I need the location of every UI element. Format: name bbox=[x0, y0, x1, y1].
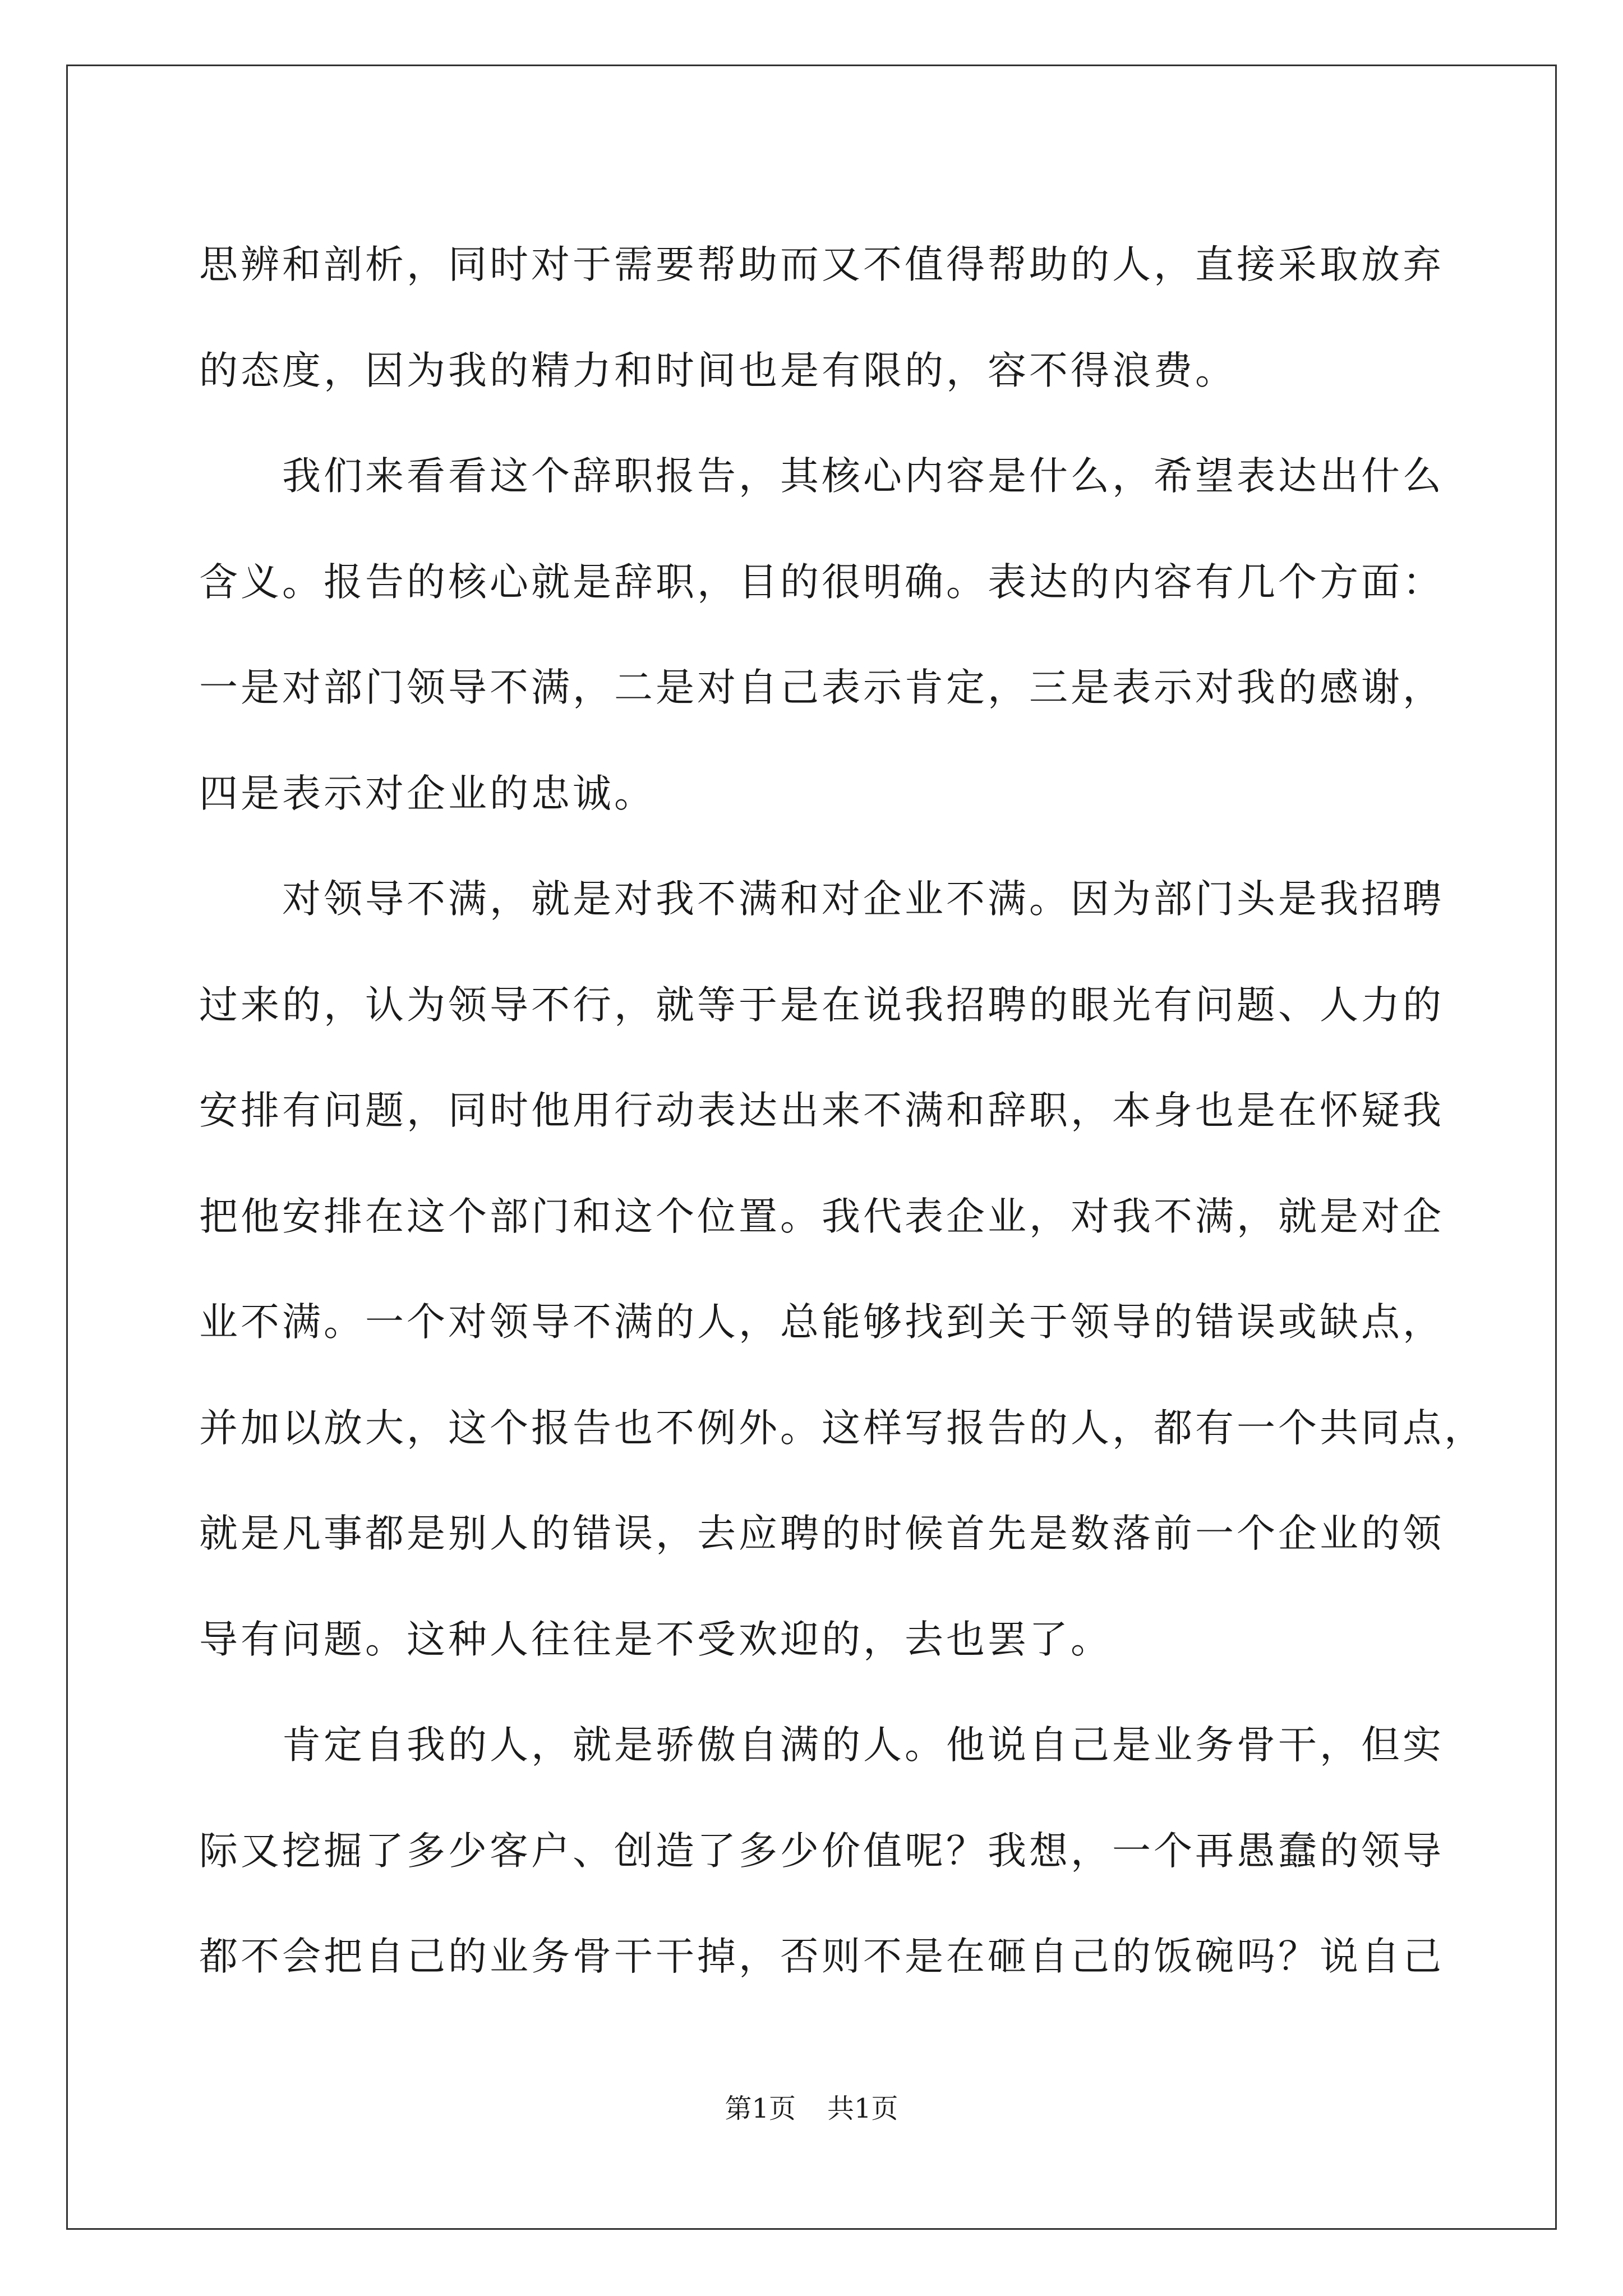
text-line: 的态度，因为我的精力和时间也是有限的，容不得浪费。 bbox=[199, 348, 1237, 393]
text-line: 一是对部门领导不满，二是对自己表示肯定，三是表示对我的感谢， bbox=[199, 665, 1444, 710]
text-line: 就是凡事都是别人的错误，去应聘的时候首先是数落前一个企业的领 bbox=[199, 1511, 1444, 1556]
text-line: 际又挖掘了多少客户、创造了多少价值呢？我想，一个再愚蠢的领导 bbox=[199, 1828, 1444, 1874]
paragraph-start-line: 肯定自我的人，就是骄傲自满的人。他说自己是业务骨干，但实 bbox=[282, 1723, 1444, 1768]
paragraph-start-line: 对领导不满，就是对我不满和对企业不满。因为部门头是我招聘 bbox=[282, 877, 1444, 922]
text-line: 把他安排在这个部门和这个位置。我代表企业，对我不满，就是对企 bbox=[199, 1194, 1444, 1239]
text-line: 都不会把自己的业务骨干干掉，否则不是在砸自己的饭碗吗？说自己 bbox=[199, 1934, 1444, 1979]
text-line: 含义。报告的核心就是辞职，目的很明确。表达的内容有几个方面： bbox=[199, 559, 1444, 605]
paragraph-start-line: 我们来看看这个辞职报告，其核心内容是什么，希望表达出什么 bbox=[282, 454, 1444, 499]
text-line: 安排有问题，同时他用行动表达出来不满和辞职，本身也是在怀疑我 bbox=[199, 1088, 1444, 1133]
text-line: 并加以放大，这个报告也不例外。这样写报告的人，都有一个共同点， bbox=[199, 1405, 1486, 1451]
document-body bbox=[199, 212, 1486, 2010]
page-number: 第1页 bbox=[725, 2093, 796, 2124]
page-footer bbox=[0, 2087, 1623, 2125]
text-line: 思辨和剖析，同时对于需要帮助而又不值得帮助的人，直接采取放弃 bbox=[199, 242, 1444, 287]
page-total: 共1页 bbox=[827, 2093, 898, 2124]
text-line: 四是表示对企业的忠诚。 bbox=[199, 771, 656, 816]
text-line: 过来的，认为领导不行，就等于是在说我招聘的眼光有问题、人力的 bbox=[199, 982, 1444, 1028]
text-line: 业不满。一个对领导不满的人，总能够找到关于领导的错误或缺点， bbox=[199, 1300, 1444, 1345]
text-line: 导有问题。这种人往往是不受欢迎的，去也罢了。 bbox=[199, 1617, 1112, 1662]
